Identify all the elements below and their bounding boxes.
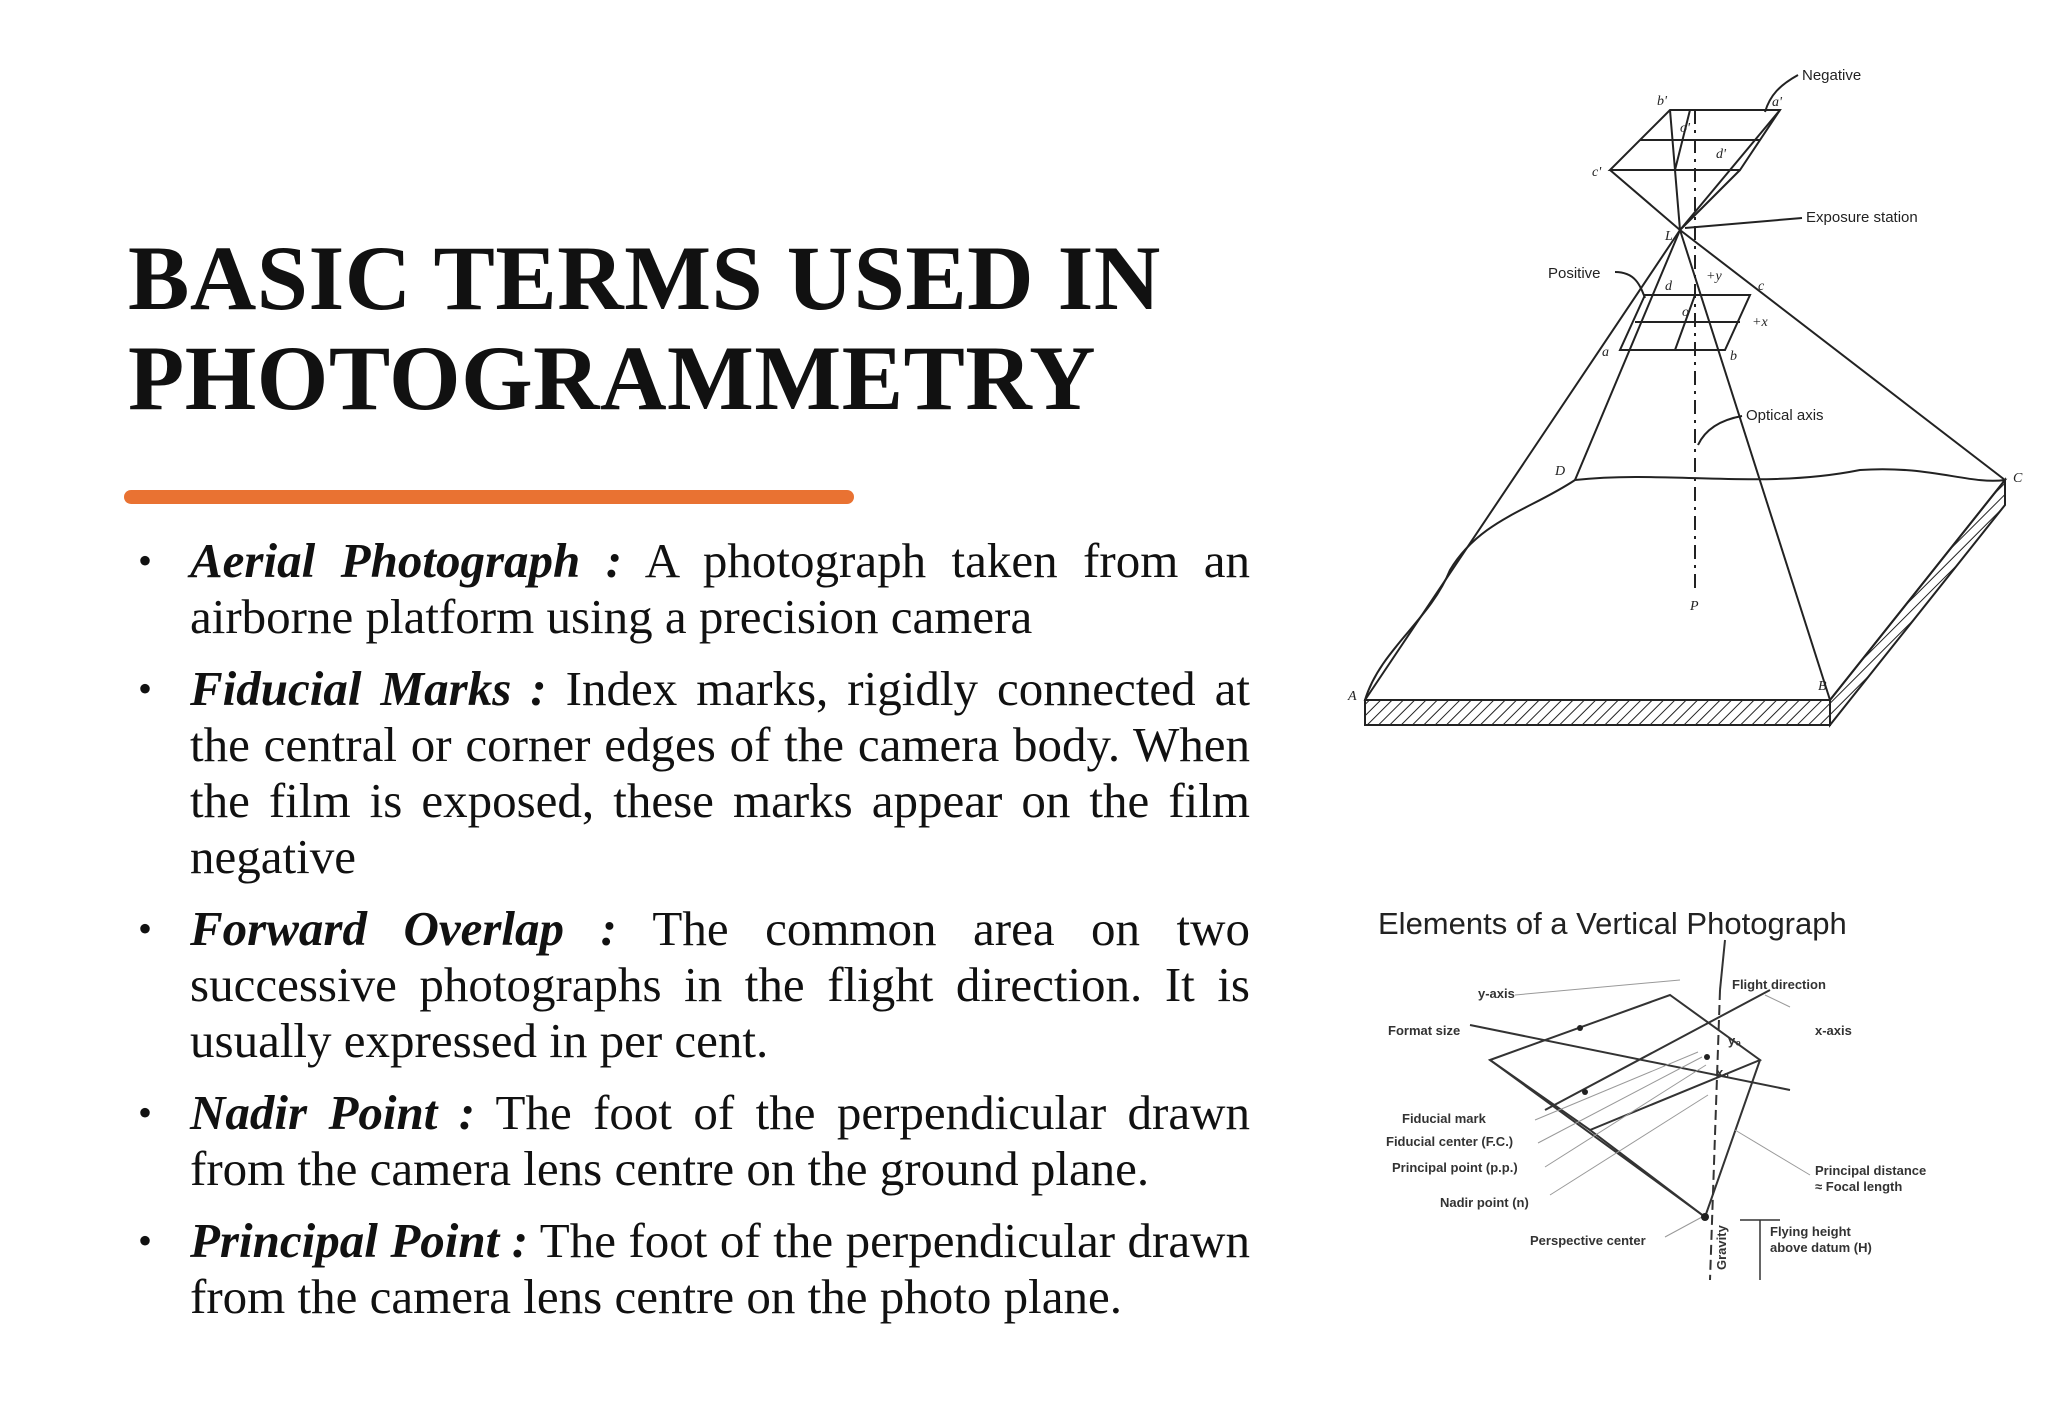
slide-title-line-1: BASIC TERMS USED IN: [128, 227, 1161, 329]
bullet-icon: •: [138, 666, 153, 711]
vertical-photograph-elements-diagram: [1370, 895, 1970, 1295]
term-name: Principal Point :: [190, 1213, 529, 1268]
fiducial-mark-dot: [1582, 1089, 1588, 1095]
label-flight-direction: Flight direction: [1732, 977, 1826, 992]
label-positive: Positive: [1548, 265, 1601, 282]
label-b-prime: b': [1657, 94, 1667, 109]
list-item: [138, 533, 1250, 645]
list-item: [138, 1213, 1250, 1325]
term-name: Nadir Point :: [190, 1085, 476, 1140]
bullet-icon: •: [138, 1218, 153, 1263]
label-gravity: Gravity: [1714, 1225, 1729, 1270]
label-A: A: [1348, 689, 1357, 704]
list-item: [138, 901, 1250, 1069]
label-P: P: [1690, 599, 1699, 614]
label-flying-height-1: Flying height: [1770, 1224, 1851, 1239]
leader-line: [1550, 1095, 1708, 1195]
label-c: c: [1758, 279, 1765, 294]
term-definition: The common area on two successive photographs in the flight direction. It is usually expressed in per cent.: [190, 901, 1251, 1068]
label-format-size: Format size: [1388, 1023, 1461, 1038]
bullet-icon: •: [138, 538, 153, 583]
label-a-prime: a': [1772, 95, 1782, 110]
label-d-prime: d': [1716, 147, 1726, 162]
leader-line: [1735, 1130, 1810, 1175]
label-B: B: [1818, 679, 1827, 694]
term-name: Forward Overlap :: [190, 901, 617, 956]
slide-title-line-2: PHOTOGRAMMETRY: [128, 327, 1097, 429]
leader-line: [1685, 218, 1802, 228]
term-definition: The foot of the perpendicular drawn from the camera lens centre on the photo plane.: [190, 1213, 1250, 1324]
list-item: [138, 661, 1250, 885]
label-y-axis: y-axis: [1478, 986, 1515, 1001]
label-nadir-point: Nadir point (n): [1440, 1195, 1529, 1210]
list-item: [138, 1085, 1250, 1197]
label-b: b: [1730, 349, 1737, 364]
label-D: D: [1555, 464, 1566, 479]
aerial-photo-geometry-diagram: [1340, 50, 2040, 750]
leader-line: [1515, 980, 1680, 995]
photo-plane: [1490, 995, 1760, 1130]
ground-hatch-side: [1830, 480, 2005, 725]
label-o-prime: o': [1680, 121, 1690, 136]
bullet-icon: •: [138, 1090, 153, 1135]
title-accent-underline: [124, 490, 854, 504]
label-principal-point: Principal point (p.p.): [1392, 1160, 1518, 1175]
label-a: a: [1602, 345, 1609, 360]
perspective-center-dot: [1701, 1213, 1709, 1221]
label-optical-axis: Optical axis: [1746, 407, 1824, 424]
cone-line: [1590, 1130, 1705, 1217]
label-principal-distance-2: ≈ Focal length: [1815, 1179, 1903, 1194]
label-x0: x₀: [1716, 1065, 1730, 1080]
term-name: Aerial Photograph :: [190, 533, 623, 588]
label-c-prime: c': [1592, 165, 1602, 180]
leader-line: [1765, 995, 1790, 1007]
label-plus-x: +x: [1752, 315, 1768, 330]
ray-line: [1680, 230, 2005, 480]
label-negative: Negative: [1802, 67, 1862, 84]
label-plus-y: +y: [1706, 269, 1722, 284]
label-x-axis: x-axis: [1815, 1023, 1852, 1038]
label-o: o: [1682, 305, 1689, 320]
ground-hatch-front: [1365, 700, 1830, 725]
slide-title: [128, 228, 1161, 428]
label-fiducial-mark: Fiducial mark: [1402, 1111, 1486, 1126]
label-L: L: [1665, 229, 1673, 244]
leader-line: [1615, 272, 1645, 298]
label-principal-distance-1: Principal distance: [1815, 1163, 1927, 1178]
label-C: C: [2013, 471, 2023, 486]
ray-line: [1365, 230, 1680, 700]
leader-line: [1665, 1217, 1702, 1237]
label-exposure-station: Exposure station: [1806, 209, 1918, 226]
label-perspective-center: Perspective center: [1530, 1233, 1646, 1248]
label-y0: y₀: [1728, 1033, 1742, 1048]
ray-line: [1680, 230, 1830, 700]
label-fiducial-center: Fiducial center (F.C.): [1386, 1134, 1514, 1149]
ground-plane-outline: [1365, 469, 2005, 700]
leader-line: [1698, 416, 1742, 445]
term-name: Fiducial Marks :: [190, 661, 547, 716]
flight-direction-line: [1720, 940, 1725, 990]
label-d: d: [1665, 279, 1672, 294]
principal-point-dot: [1704, 1054, 1710, 1060]
ray-line: [1610, 170, 1680, 230]
label-flying-height-2: above datum (H): [1770, 1240, 1872, 1255]
terms-list: [138, 533, 1250, 1341]
bullet-icon: •: [138, 906, 153, 951]
term-definition: The foot of the perpendicular drawn from the camera lens centre on the ground plane.: [190, 1085, 1251, 1196]
figure-title: Elements of a Vertical Photograph: [1378, 906, 1847, 941]
ray-line: [1680, 170, 1740, 230]
fiducial-mark-dot: [1577, 1025, 1583, 1031]
axis-line: [1545, 990, 1770, 1110]
term-definition: A photograph taken from an airborne platform using a precision camera: [190, 533, 1250, 644]
term-definition: Index marks, rigidly connected at the central or corner edges of the camera body. When the film is exposed, these marks appear on the film negative: [190, 661, 1250, 884]
